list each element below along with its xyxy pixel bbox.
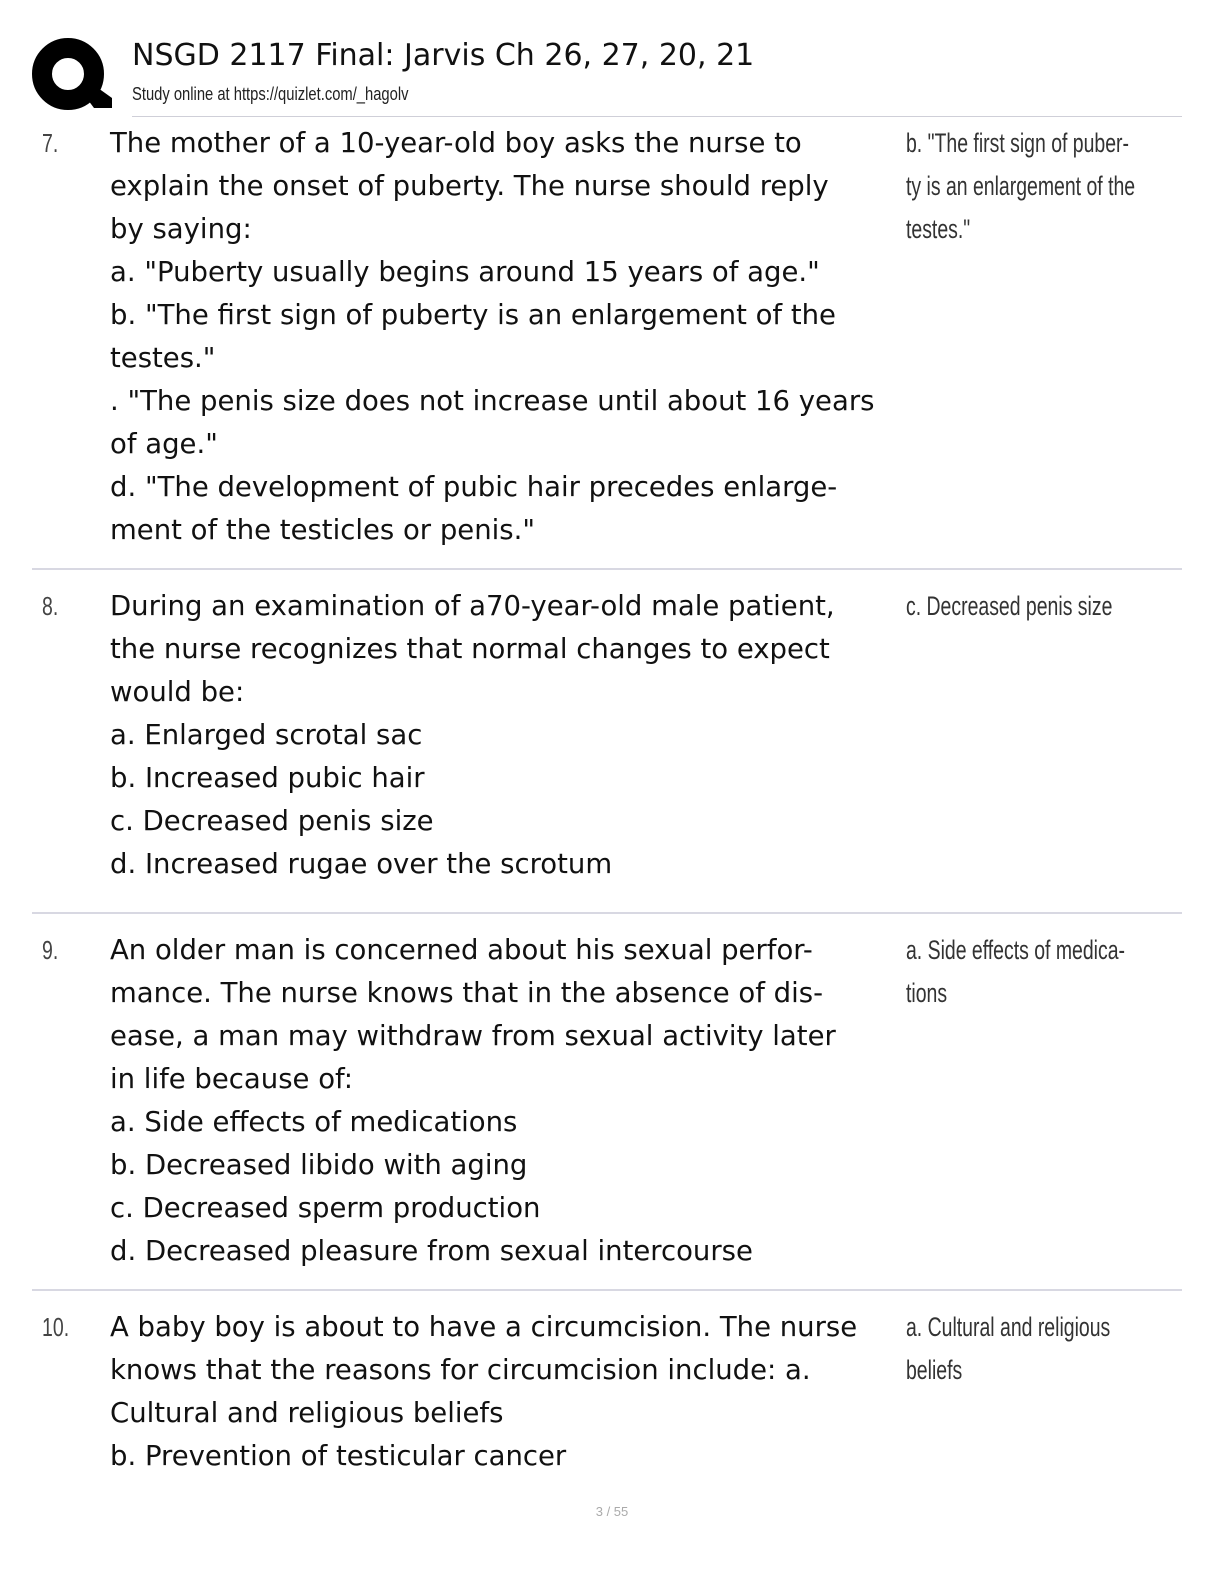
study-online-link-text: Study online at https://quizlet.com/_hagolv [132,84,409,104]
question-line: An older man is concerned about his sexual perfor- [110,934,813,966]
question-text [110,122,900,552]
question-line: the nurse recognizes that normal changes to expect [110,633,830,665]
question-number: 10. [42,1312,70,1342]
question-line: b. "The first sign of puberty is an enlargement of the [110,299,836,331]
question-line: by saying: [110,213,252,245]
document-title: NSGD 2117 Final: Jarvis Ch 26, 27, 20, 21 [132,38,755,73]
question-line: a. Side effects of medications [110,1106,518,1138]
answer-line: ty is an enlargement of the [906,171,1136,201]
flashcard-item [32,1291,1182,1496]
flashcard-list [32,118,1182,1496]
page-number: 3 / 55 [595,1504,629,1519]
question-line: a. Enlarged scrotal sac [110,719,423,751]
flashcard-item [32,570,1182,914]
question-line: in life because of: [110,1063,353,1095]
answer-line: beliefs [906,1355,963,1385]
question-line: would be: [110,676,245,708]
question-line: . "The penis size does not increase until about 16 years [110,385,875,417]
question-text [110,585,900,886]
question-line: d. "The development of pubic hair precedes enlarge- [110,471,838,503]
answer-text [906,1306,1186,1392]
question-line: b. Prevention of testicular cancer [110,1440,567,1472]
question-line: b. Increased pubic hair [110,762,425,794]
question-line: knows that the reasons for circumcision include: a. [110,1354,811,1386]
question-line: The mother of a 10-year-old boy asks the nurse to [110,127,802,159]
question-line: mance. The nurse knows that in the absence of dis- [110,977,823,1009]
question-line: d. Decreased pleasure from sexual intercourse [110,1235,753,1267]
question-number: 9. [42,935,59,965]
answer-text [906,929,1186,1015]
answer-line: b. "The first sign of puber- [906,128,1130,158]
answer-line: testes." [906,214,971,244]
question-line: testes." [110,342,216,374]
question-line: Cultural and religious beliefs [110,1397,504,1429]
question-line: c. Decreased sperm production [110,1192,541,1224]
question-line: explain the onset of puberty. The nurse should reply [110,170,829,202]
question-line: ease, a man may withdraw from sexual activity later [110,1020,836,1052]
answer-line: a. Side effects of medica- [906,935,1126,965]
question-text [110,929,900,1273]
header-divider [132,116,1182,117]
flashcard-item [32,914,1182,1291]
question-line: A baby boy is about to have a circumcision. The nurse [110,1311,858,1343]
question-line: b. Decreased libido with aging [110,1149,528,1181]
answer-line: c. Decreased penis size [906,591,1113,621]
flashcard-item [32,118,1182,570]
question-line: During an examination of a70-year-old male patient, [110,590,835,622]
quizlet-q-logo-icon [32,36,112,116]
question-line: d. Increased rugae over the scrotum [110,848,613,880]
question-line: of age." [110,428,218,460]
answer-line: a. Cultural and religious [906,1312,1111,1342]
answer-text [906,585,1186,628]
question-line: ment of the testicles or penis." [110,514,536,546]
question-number: 7. [42,128,59,158]
question-number: 8. [42,591,59,621]
page-header [32,30,1182,116]
question-line: a. "Puberty usually begins around 15 years of age." [110,256,820,288]
answer-text [906,122,1186,251]
question-text [110,1306,900,1478]
question-line: c. Decreased penis size [110,805,434,837]
answer-line: tions [906,978,948,1008]
